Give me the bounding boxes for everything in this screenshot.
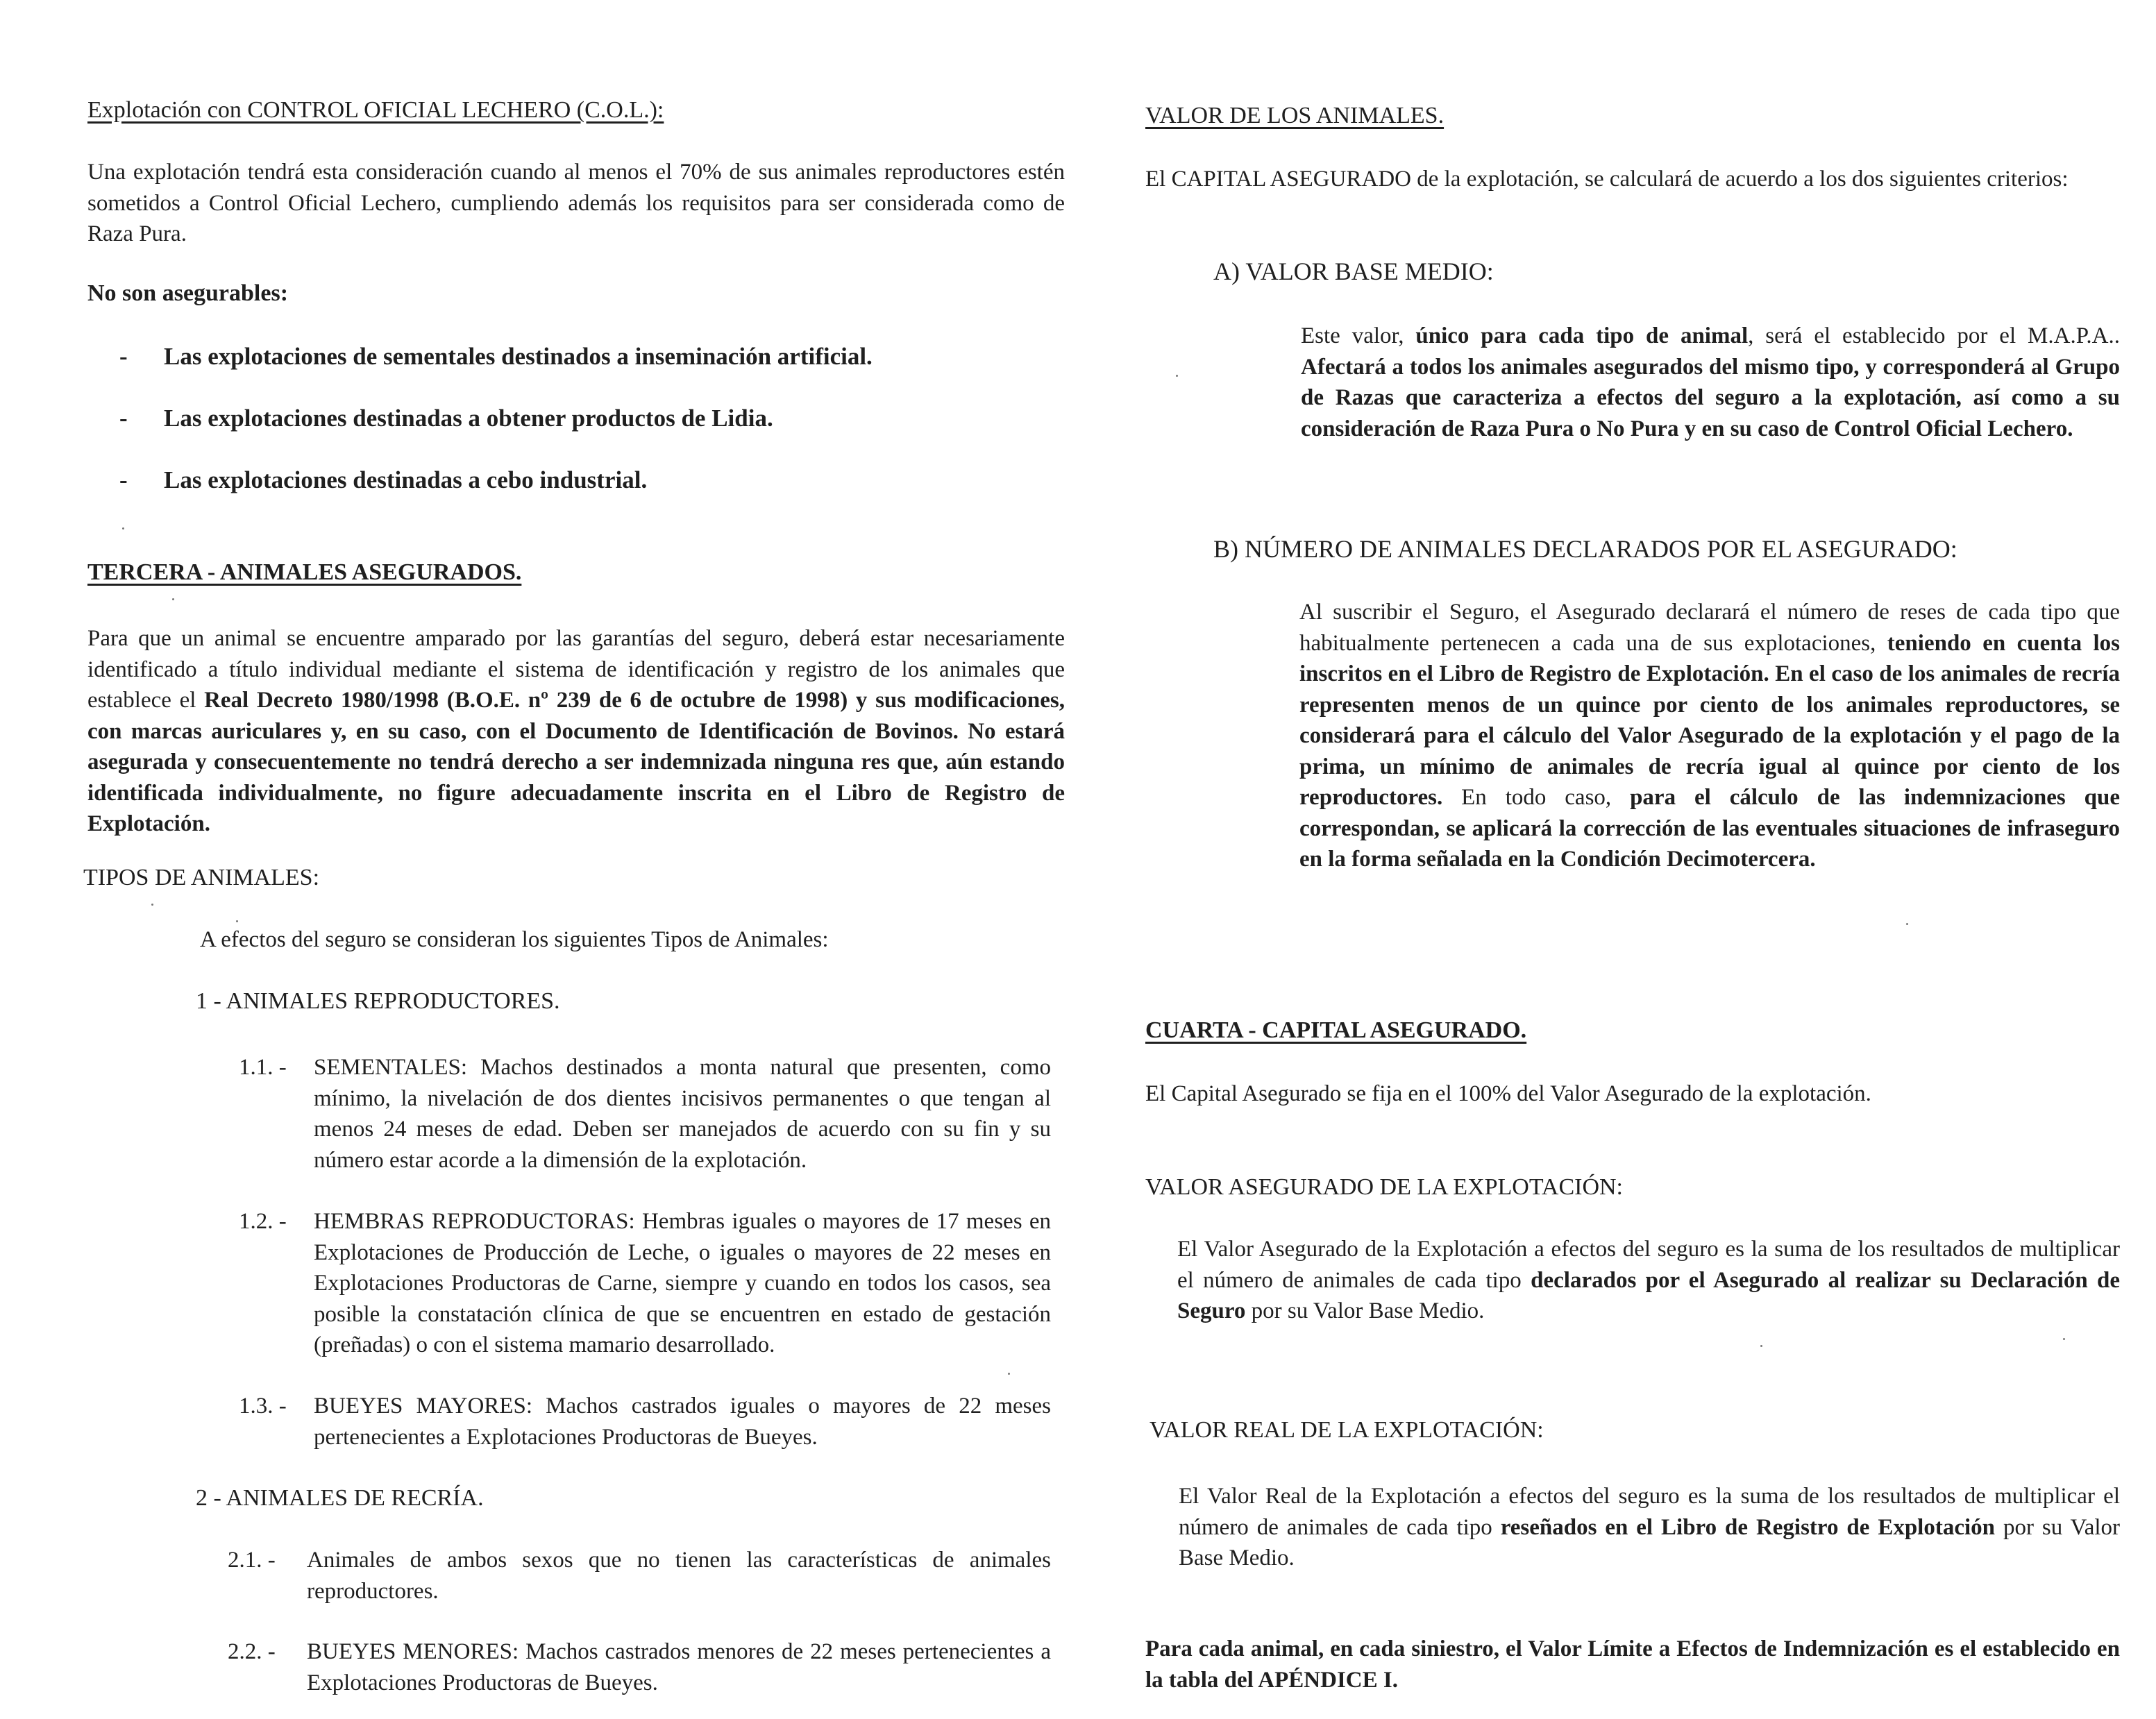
valor-asegurado-title: VALOR ASEGURADO DE LA EXPLOTACIÓN: (1145, 1174, 1624, 1200)
cuarta-paragraph: El Capital Asegurado se fija en el 100% del Valor Asegurado de la explotación. (1145, 1081, 1871, 1106)
no-asegurables-title: No son asegurables: (87, 280, 289, 306)
col-heading: Explotación con CONTROL OFICIAL LECHERO (C.O.L.): (87, 97, 664, 123)
scan-speck (1760, 1345, 1762, 1347)
valor-asegurado-paragraph: El Valor Asegurado de la Explotación a efectos del seguro es la suma de los resultados de multiplicar el número de animales de cada tipo declarados por el Asegurado al realizar su Declaración de Seguro por su Valor Base Medio. (1177, 1237, 2121, 1323)
valor-title: VALOR DE LOS ANIMALES. (1145, 103, 1445, 128)
scan-speck (1176, 375, 1178, 377)
scan-speck (236, 920, 238, 922)
a-title: A) VALOR BASE MEDIO: (1213, 257, 1494, 285)
tipos-intro: A efectos del seguro se consideran los siguientes Tipos de Animales: (200, 927, 829, 952)
final-note: Para cada animal, en cada siniestro, el Valor Límite a Efectos de Indemnización es el establecido en la tabla del APÉNDICE I. (1145, 1636, 2120, 1693)
col-paragraph: Una explotación tendrá esta consideración cuando al menos el 70% de sus animales reproductores estén sometidos a Control Oficial Lechero, cumpliendo además los requisitos para ser considerada como de Raza Pura. (87, 160, 1065, 246)
scan-speck (1008, 1373, 1010, 1375)
b-paragraph: Al suscribir el Seguro, el Asegurado declarará el número de reses de cada tipo que habitualmente pertenecen a cada una de sus explotaciones, teniendo en cuenta los inscritos en el Libro de Registro de Explotación. En el caso de los animales de recría representen menos de un quince por ciento de los animales reproductores, se considerará para el cálculo del Valor Asegurado de la explotación y el pago de la prima, un mínimo de animales de recría igual al quince por ciento de los reproductores. En todo caso, para el cálculo de las indemnizaciones que correspondan, se aplicará la corrección de las eventuales situaciones de infraseguro en la forma señalada en la Condición Decimotercera. (1299, 600, 2121, 872)
cuarta-title: CUARTA - CAPITAL ASEGURADO. (1145, 1017, 1527, 1043)
scan-speck (172, 598, 174, 600)
scan-speck (151, 904, 153, 906)
b-title: B) NÚMERO DE ANIMALES DECLARADOS POR EL ASEGURADO: (1213, 535, 1957, 563)
group2-title: 2 - ANIMALES DE RECRÍA. (196, 1485, 484, 1511)
scan-speck (1906, 923, 1908, 925)
valor-real-title: VALOR REAL DE LA EXPLOTACIÓN: (1149, 1417, 1544, 1443)
valor-intro: El CAPITAL ASEGURADO de la explotación, se calculará de acuerdo a los dos siguientes criterios: (1145, 167, 2069, 192)
tercera-paragraph: Para que un animal se encuentre amparado por las garantías del seguro, deberá estar necesariamente identificado a título individual mediante el sistema de identificación y registro de los animales que establece el Real Decreto 1980/1998 (B.O.E. nº 239 de 6 de octubre de 1998) y sus modificaciones, con marcas auriculares y, en su caso, con el Documento de Identificación de Bovinos. No estará asegurada y consecuentemente no tendrá derecho a ser indemnizada ninguna res que, aún estando identificada individualmente, no figure adecuadamente inscrita en el Libro de Registro de Explotación. (87, 626, 1066, 836)
group1-title: 1 - ANIMALES REPRODUCTORES. (196, 988, 560, 1014)
tercera-title: TERCERA - ANIMALES ASEGURADOS. (87, 559, 522, 585)
valor-real-paragraph: El Valor Real de la Explotación a efectos del seguro es la suma de los resultados de multiplicar el número de animales de cada tipo reseñados en el Libro de Registro de Explotación por su Valor Base Medio. (1179, 1484, 2120, 1570)
tipos-title: TIPOS DE ANIMALES: (83, 865, 320, 890)
scan-speck (2063, 1338, 2065, 1340)
a-paragraph: Este valor, único para cada tipo de animal, será el establecido por el M.A.P.A.. Afectará a todos los animales asegurados del mismo tipo, y corresponderá al Grupo de Razas que caracteriza a efectos del seguro a la explotación, así como a su consideración de Raza Pura o No Pura y en su caso de Control Oficial Lechero. (1301, 323, 2120, 441)
scan-speck (122, 527, 124, 530)
